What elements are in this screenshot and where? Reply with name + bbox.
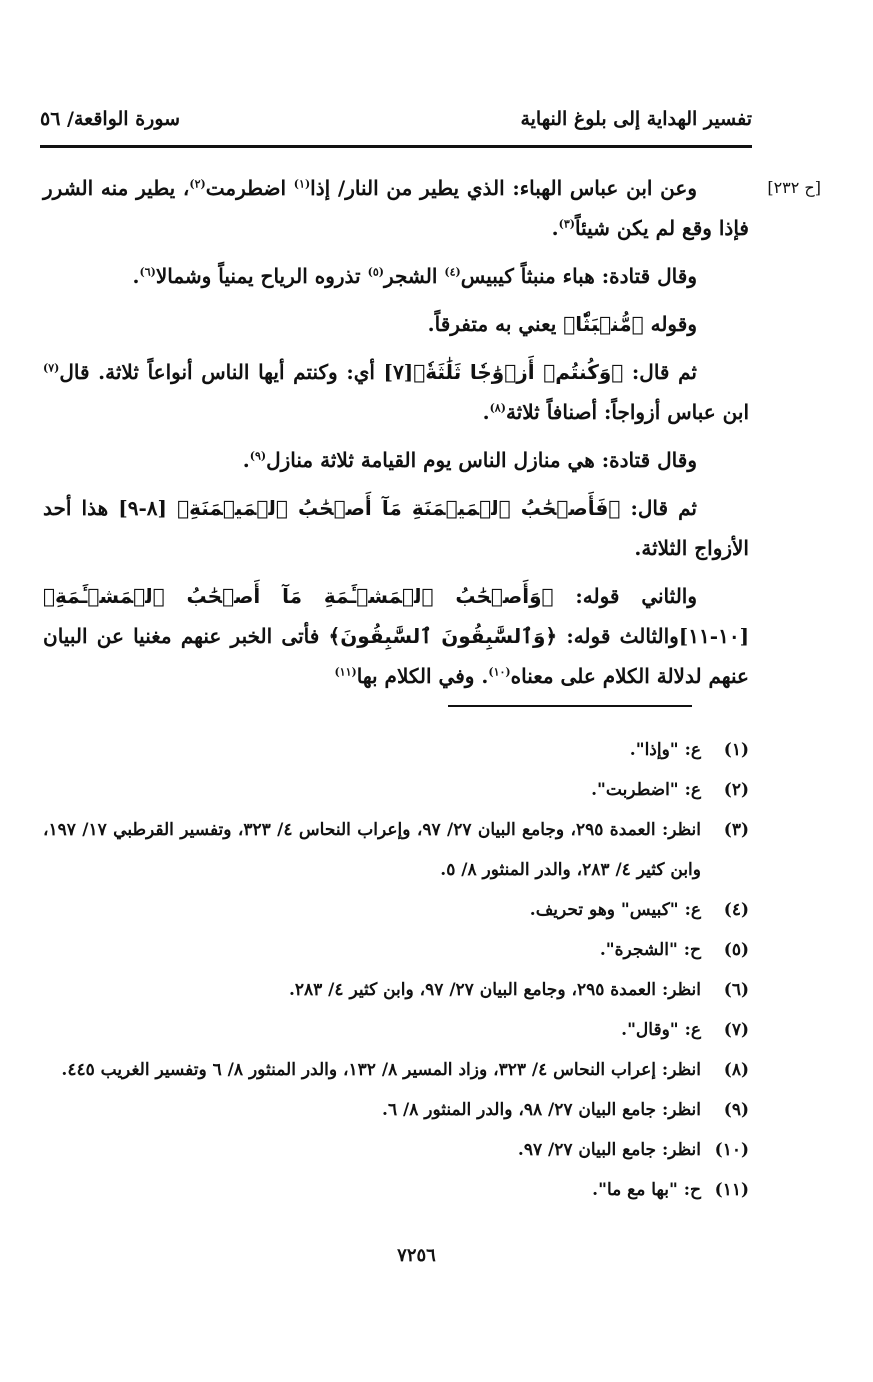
page-number: ٧٢٥٦ [397,1245,436,1266]
paragraph-p1: وعن ابن عباس الهباء: الذي يطير من النار/ إذا$^{(١)}$ اضطرمت$^{(٢)}$، يطير منه الشرر فإذا وقع لم يكن شيئاً$^{(٣)}$. [43,176,749,240]
footnote-text: ع: "اضطربت". [591,780,701,800]
footnote-number: (٤) [723,900,749,920]
footnote-item [43,970,749,1010]
footnote-text: انظر: إعراب النحاس ٤/ ٣٢٣، وزاد المسير ٨/ ١٣٢، والدر المنثور ٨/ ٦ وتفسير الغريب ٤٤٥. [61,1060,701,1080]
footnote-item [43,930,749,970]
footnote-number: (٢) [723,780,749,800]
footnote-text: ع: "كبيس" وهو تحريف. [529,900,701,920]
footnote-text: انظر: العمدة ٢٩٥، وجامع البيان ٢٧/ ٩٧، وإعراب النحاس ٤/ ٣٢٣، وتفسير القرطبي ١٧/ ١٩٧، وابن كثير ٤/ ٢٨٣، والدر المنثور ٨/ ٥. [43,820,702,880]
running-header [40,108,752,142]
footnote-text: انظر: جامع البيان ٢٧/ ٩٨، والدر المنثور ٨/ ٦. [382,1100,701,1120]
book-title: تفسير الهداية إلى بلوغ النهاية [520,108,752,130]
footnote-item [43,1130,749,1170]
footnote-item [43,890,749,930]
footnote-number: (٩) [723,1100,749,1120]
footnote-item [43,770,749,810]
paragraph-p6: ثم قال: ﴿فَأَصۡحَٰبُ ٱلۡمَيۡمَنَةِ مَآ أَصۡحَٰبُ ٱلۡمَيۡمَنَةِ﴾ [٨-٩] هذا أحد الأزواج الثلاثة. [43,496,749,560]
header-divider [40,145,752,148]
paragraph-p5: وقال قتادة: هي منازل الناس يوم القيامة ثلاثة منازل$^{(٩)}$. [242,448,697,472]
footnote-number: (٥) [723,940,749,960]
main-text [43,168,749,704]
footnote-text: ع: "وإذا". [629,740,701,760]
paragraph-p2: وقال قتادة: هباء منبثاً كيبيس$^{(٤)}$ الشجر$^{(٥)}$ تذروه الرياح يمنياً وشمالا$^{(٦)}$. [132,264,697,288]
footnote-item [43,810,749,890]
footnote-number: (١١) [714,1180,749,1200]
footnote-number: (٧) [723,1020,749,1040]
footnote-item [43,730,749,770]
paragraph-p7: والثاني قوله: ﴿وَأَصۡحَٰبُ ٱلۡمَشۡـَٔمَةِ مَآ أَصۡحَٰبُ ٱلۡمَشۡـَٔمَةِ﴾[١٠-١١]والثالث قوله: ﴿وَٱلسَّٰبِقُونَ ٱلسَّٰبِقُونَ﴾ فأتى الخبر عنهم مغنيا عن البيان عنهم لدلالة الكلام على معناه$^{(١٠)}$. وفي الكلام بها$^{(١١)}$ [43,584,750,688]
footnote-text: انظر: العمدة ٢٩٥، وجامع البيان ٢٧/ ٩٧، وابن كثير ٤/ ٢٨٣. [288,980,701,1000]
footnotes-section [43,730,749,1210]
footnote-number: (٦) [723,980,749,1000]
manuscript-margin-note: [ح ٢٣٢] [767,178,821,197]
footnote-text: ع: "وقال". [621,1020,701,1040]
footnote-text: انظر: جامع البيان ٢٧/ ٩٧. [517,1140,701,1160]
surah-label: سورة الواقعة/ ٥٦ [40,108,181,130]
footnote-divider [448,705,692,707]
paragraph-p3: وقوله ﴿مُّنۢبَثّٗا﴾ يعني به متفرقاً. [427,312,697,336]
paragraph-p4: ثم قال: ﴿وَكُنتُمۡ أَزۡوَٰجٗا ثَلَٰثَةٗ﴾[٧] أي: وكنتم أيها الناس أنواعاً ثلاثة. قال$^{(٧)}$ ابن عباس أزواجاً: أصنافاً ثلاثة$^{(٨)}$. [43,360,749,424]
footnote-number: (٨) [723,1060,749,1080]
footnote-number: (٣) [723,820,749,840]
footnote-item [43,1050,749,1090]
footnote-number: (١٠) [714,1140,749,1160]
footnote-item [43,1090,749,1130]
footnote-item [43,1010,749,1050]
footnote-text: ح: "الشجرة". [599,940,701,960]
footnote-item [43,1170,749,1210]
footnote-number: (١) [723,740,749,760]
footnote-text: ح: "بها مع ما". [592,1180,701,1200]
